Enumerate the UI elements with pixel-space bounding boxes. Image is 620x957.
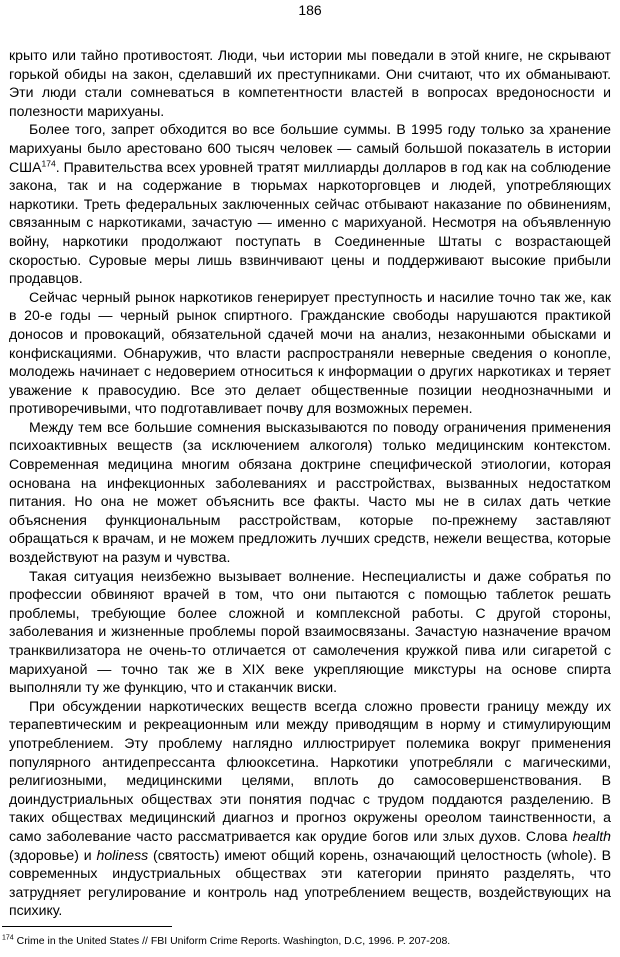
paragraph-text: (святость) имеют общий корень, означающий целостность (whole). В современных индустриальных обществах эти категории принято разделять, что затрудняет регулирование и контроль над употреблением веществ, воздействующих на психику. bbox=[9, 846, 611, 919]
footnote-separator bbox=[2, 926, 172, 927]
paragraph: Между тем все большие сомнения высказываются по поводу ограничения применения психоактивных веществ (за исключением алкоголя) только медицинским контекстом. Современная медицина многим обязана доктрине специфической этиологии, которая основана на инфекционных заболеваниях и расстройствах, вызванных недостатком питания. Но она не может объяснить все факты. Часто мы не в силах дать четкие объяснения функциональным расстройствам, которые по-прежнему заставляют обращаться к врачам, и не можем предложить лучших средств, нежели вещества, которые воздействуют на разум и чувства. bbox=[9, 418, 611, 566]
footnote-text: Crime in the United States // FBI Uniform Crime Reports. Washington, D.C, 1996. P. 207-208. bbox=[13, 935, 451, 947]
footnote-number: 174 bbox=[2, 934, 14, 942]
paragraph: Такая ситуация неизбежно вызывает волнение. Неспециалисты и даже собратья по профессии обвиняют врачей в том, что они пытаются с помощью таблеток решать проблемы, требующие более сложной и комплексной работы. С другой стороны, заболевания и жизненные проблемы порой взаимосвязаны. Зачастую назначение врачом транквилизатора не очень-то отличается от самолечения кружкой пива или сигаретой с марихуаной — точно так же в XIX веке укрепляющие микстуры на основе спирта выполняли ту же функцию, что и стаканчик виски. bbox=[9, 567, 611, 696]
footnote-reference: 174 bbox=[41, 157, 56, 168]
paragraph-text: . Правительства всех уровней тратят миллиарды долларов в год как на соблюдение закона, так и на содержание в тюрьмах наркоторговцев и людей, употребляющих наркотики. Треть федеральных заключенных сейчас отбывают наказание по обвинениям, связанным с наркотиками, зачастую — именно с марихуаной. Несмотря на объявленную войну, наркотики продолжают поступать в Соединенные Штаты с возрастающей скоростью. Суровые меры лишь взвинчивают цены и поддерживают высокие прибыли продавцов. bbox=[9, 158, 611, 287]
italic-term: health bbox=[572, 827, 611, 844]
paragraph-text: Более того, запрет обходится во все большие суммы. В 1995 году только за хранение марихуаны было арестовано 600 тысяч человек — самый большой показатель в истории США bbox=[9, 121, 611, 175]
body-text bbox=[9, 46, 611, 920]
paragraph-text: (здоровье) и bbox=[9, 846, 97, 863]
paragraph-text: При обсуждении наркотических веществ всегда сложно провести границу между их терапевтическим и рекреационным или между приводящим в норму и стимулирующим употреблением. Эту проблему наглядно иллюстрирует полемика вокруг применения популярного антидепрессанта флюоксетина. Наркотики употребляли с магическими, религиозными, медицинскими целями, вплоть до самосовершенствования. В доиндустриальных обществах эти понятия подчас с трудом поддаются разделению. В таких обществах медицинский диагноз и прогноз окружены ореолом таинственности, а само заболевание часто рассматривается как орудие богов или злых духов. Слова bbox=[9, 697, 611, 844]
footnote bbox=[2, 935, 612, 948]
paragraph: крыто или тайно противостоят. Люди, чьи истории мы поведали в этой книге, не скрывают горькой обиды на закон, сделавший их преступниками. Они считают, что их обманывают. Эти люди стали сомневаться в компетентности властей в вопросах вредоносности и полезности марихуаны. bbox=[9, 47, 611, 119]
paragraph bbox=[9, 697, 611, 920]
page-number: 186 bbox=[298, 2, 322, 18]
paragraph: Сейчас черный рынок наркотиков генерирует преступность и насилие точно так же, как в 20-е годы — черный рынок спиртного. Гражданские свободы нарушаются практикой доносов и провокаций, обязательной сдачей мочи на анализ, незаконными обысками и конфискациями. Обнаружив, что власти распространяли неверные сведения о конопле, молодежь начинает с недоверием относиться к информации о других наркотиках и теряет уважение к правосудию. Все это делает общественные позиции неоднозначными и противоречивыми, что подготавливает почву для возможных перемен. bbox=[9, 288, 611, 417]
italic-term: holiness bbox=[96, 846, 149, 863]
paragraph bbox=[9, 120, 611, 287]
